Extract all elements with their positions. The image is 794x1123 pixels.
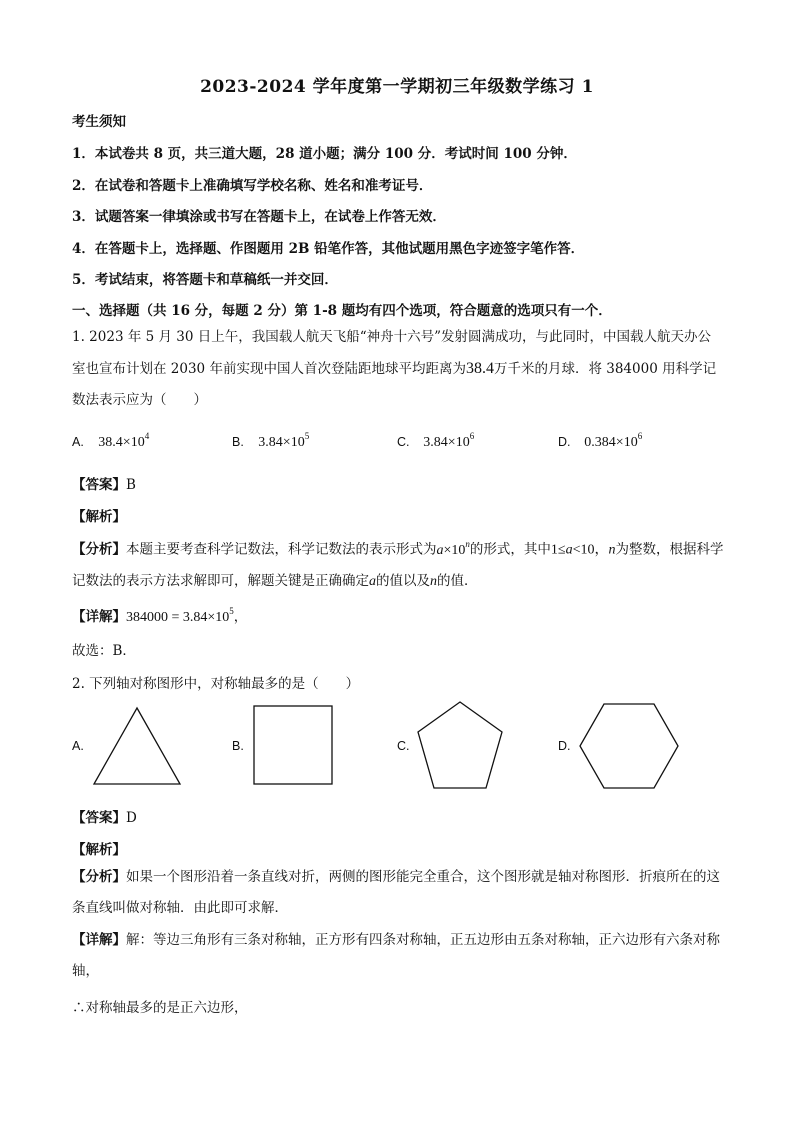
detail-tag: 【详解】 (72, 609, 126, 625)
option-d[interactable] (558, 432, 642, 451)
question-2-analysis-tag: 【解析】 (72, 842, 126, 858)
answer-value: D (126, 810, 137, 826)
notice-item-5: 5．考试结束，将答题卡和草稿纸一并交回． (72, 272, 338, 288)
option-letter: C. (397, 434, 410, 449)
notice-item-4: 4．在答题卡上，选择题、作图题用 2B 铅笔作答，其他试题用黑色字迹签字笔作答． (72, 241, 585, 257)
section-heading: 一、选择题（共 16 分，每题 2 分）第 1-8 题均有四个选项，符合题意的选项只有一个． (72, 303, 612, 319)
notice-heading: 考生须知 (72, 114, 126, 130)
question-2-answer (72, 806, 137, 826)
question-1-choose: 故选：B． (72, 643, 136, 659)
answer-value: B (126, 477, 136, 493)
question-1-stem (72, 322, 724, 416)
option-value: $38.4\times 10^4$ (98, 431, 150, 450)
question-2-stem: 2. 下列轴对称图形中，对称轴最多的是（ ） (72, 676, 360, 692)
question-2-conclusion: ∴对称轴最多的是正六边形， (72, 1000, 248, 1016)
detail-expression: $384000 = 3.84\times 10^5$ (126, 606, 234, 625)
question-1-stem-part1: 1. 2023 年 5 月 30 日上午，我国载人航天飞船“神舟十六号”发射圆满成功，与此同时，中国载人航天办公室也宣布计划在 2030 年前实现中国人首次登陆距地球平均距离为 (72, 329, 712, 377)
question-1-answer (72, 473, 136, 493)
option-letter: B. (232, 434, 244, 449)
question-2-options (72, 700, 724, 796)
question-2-detail: 【详解】解：等边三角形有三条对称轴，正方形有四条对称轴，正五边形由五条对称轴，正六边形有六条对称轴， (72, 932, 720, 979)
option-c[interactable] (397, 432, 474, 451)
option-a-letter: A. (72, 739, 84, 753)
notice-item-3: 3．试题答案一律填涂或书写在答题卡上，在试卷上作答无效． (72, 209, 446, 225)
option-value: $0.384\times 10^6$ (584, 431, 643, 450)
notice-item-1: 1．本试卷共 8 页，共三道大题，28 道小题；满分 100 分．考试时间 100 分钟． (72, 146, 577, 162)
question-2-fenxi: 【分析】如果一个图形沿着一条直线对折，两侧的图形能完全重合，这个图形就是轴对称图形．折痕所在的这条直线叫做对称轴．由此即可求解． (72, 869, 720, 916)
option-letter: A. (72, 434, 84, 449)
option-c-letter: C. (397, 739, 410, 753)
answer-tag: 【答案】 (72, 810, 126, 826)
triangle-icon[interactable] (90, 700, 184, 790)
option-d-letter: D. (558, 739, 571, 753)
notice-item-2: 2．在试卷和答题卡上准确填写学校名称、姓名和准考证号． (72, 178, 433, 194)
question-1-detail: 【详解】$384000 = 3.84\times 10^5$， (72, 606, 248, 625)
question-1-options (72, 432, 724, 456)
option-letter: D. (558, 434, 571, 449)
option-value: $3.84\times 10^5$ (258, 431, 310, 450)
question-1-analysis-tag: 【解析】 (72, 509, 126, 525)
page-title: 2023-2024 学年度第一学期初三年级数学练习 1 (200, 77, 594, 97)
hexagon-icon[interactable] (578, 700, 680, 790)
option-value: $3.84\times 10^6$ (423, 431, 475, 450)
fenxi-tag: 【分析】 (72, 541, 126, 558)
question-1-stem-part2: 万千米的月球．将 384000 用科学记数法表示应为（ ） (72, 361, 717, 408)
option-b[interactable] (232, 432, 309, 451)
option-a[interactable] (72, 432, 149, 451)
option-b-letter: B. (232, 739, 244, 753)
detail-tag: 【详解】 (72, 932, 126, 948)
fenxi-tag: 【分析】 (72, 869, 126, 885)
question-1-distance: 38.4 (465, 360, 494, 377)
answer-tag: 【答案】 (72, 477, 126, 493)
pentagon-icon[interactable] (415, 700, 505, 792)
question-1-fenxi: 【分析】本题主要考查科学记数法，科学记数法的表示形式为$a\times 10^n$的形式，其中1≤a<10，n为整数，根据科学记数法的表示方法求解即可，解题关键是正确确定a的值以及n的值． (72, 539, 724, 589)
square-icon[interactable] (252, 700, 338, 786)
